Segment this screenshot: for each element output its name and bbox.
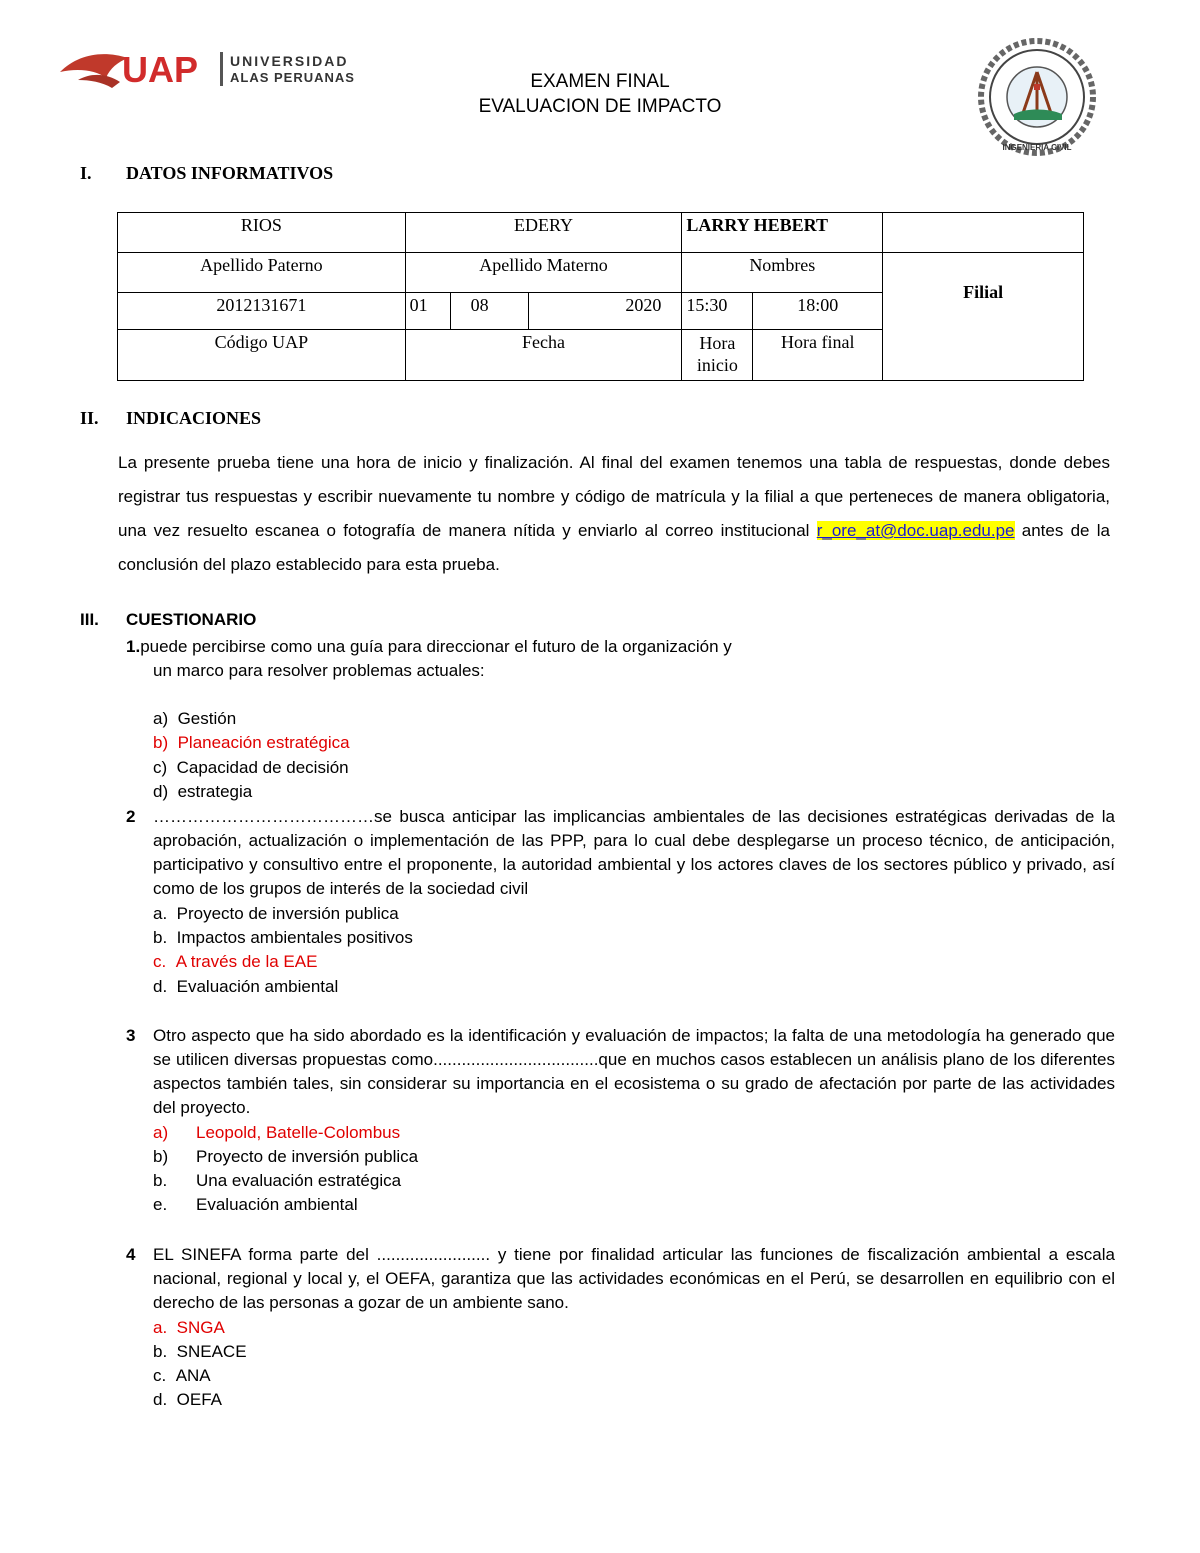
label-filial: Filial bbox=[883, 253, 1084, 381]
q4-text: EL SINEFA forma parte del ........................ y tiene por finalidad articular las funciones de fiscalización ambiental a escala nacional, regional y local y, el OEFA, garantiza que las actividades económicas en el Perú, se desarrollen en equilibrio con el derecho de las personas a gozar de un ambiente sano. bbox=[153, 1245, 1115, 1312]
logo-line1: UNIVERSIDAD bbox=[230, 53, 349, 69]
q2-option-a: a. Proyecto de inversión publica bbox=[153, 904, 399, 923]
question-1 bbox=[126, 635, 732, 659]
logo-brand: UAP bbox=[122, 49, 199, 90]
info-table bbox=[117, 212, 1084, 381]
q1-option-d: d) estrategia bbox=[153, 782, 253, 801]
codigo-value: 2012131671 bbox=[118, 293, 406, 329]
logo-line2: ALAS PERUANAS bbox=[230, 70, 355, 85]
q1-line2: un marco para resolver problemas actuales: bbox=[153, 661, 485, 680]
q4-number: 4 bbox=[126, 1245, 136, 1264]
q3-option-c: b. Una evaluación estratégica bbox=[153, 1171, 402, 1190]
indicaciones-text-end: antes de la conclusión del plazo establecido para esta prueba. bbox=[118, 521, 1110, 574]
indicaciones-text: La presente prueba tiene una hora de inicio y finalización. Al final del examen tenemos una tabla de respuestas, donde debes registrar tus respuestas y escribir nuevamente tu nombre y código de matrícula y la filial a que perteneces de manera obligatoria, una vez resuelto escanea o fotografía de manera nítida y enviarlo al correo institucional bbox=[118, 453, 1110, 540]
ingenieria-civil-seal bbox=[978, 38, 1096, 156]
section3-number: III. bbox=[80, 610, 99, 629]
fecha-dia: 01 bbox=[405, 293, 450, 329]
seal-text: INGENIERIA CIVIL bbox=[1002, 143, 1072, 152]
section1-number: I. bbox=[80, 163, 92, 183]
exam-title: EXAMEN FINAL bbox=[530, 71, 670, 92]
label-codigo: Código UAP bbox=[118, 329, 406, 380]
section2-title: INDICACIONES bbox=[126, 408, 262, 428]
q4-option-b: b. SNEACE bbox=[153, 1342, 247, 1361]
label-apellido-paterno: Apellido Paterno bbox=[118, 253, 406, 293]
q3-number: 3 bbox=[126, 1026, 136, 1045]
section3-title: CUESTIONARIO bbox=[126, 610, 257, 629]
q2-number: 2 bbox=[126, 807, 136, 826]
apellido-materno-value: EDERY bbox=[405, 213, 682, 253]
label-fecha: Fecha bbox=[405, 329, 682, 380]
exam-subtitle: EVALUACION DE IMPACTO bbox=[478, 96, 722, 117]
indicaciones-paragraph bbox=[118, 446, 1110, 582]
q1-option-c: c) Capacidad de decisión bbox=[153, 758, 349, 777]
q2-option-c: c. A través de la EAE bbox=[153, 952, 318, 971]
q4-option-c: c. ANA bbox=[153, 1366, 211, 1385]
q1-number: 1. bbox=[126, 637, 141, 656]
section2-number: II. bbox=[80, 408, 99, 428]
q3-text: Otro aspecto que ha sido abordado es la identificación y evaluación de impactos; la falta de una metodología ha generado que se utilicen diversas propuestas como...................................que en muchos casos establecen un análisis plano de los diferentes aspectos también tales, sin considerar su importancia en el ecosistema o su grado de afectación por parte de las actividades del proyecto. bbox=[153, 1026, 1115, 1117]
filial-value[interactable] bbox=[883, 213, 1084, 253]
fecha-anio: 2020 bbox=[528, 293, 682, 329]
q4-option-d: d. OEFA bbox=[153, 1390, 222, 1409]
q3-option-a: a) Leopold, Batelle-Colombus bbox=[153, 1123, 401, 1142]
label-hora-inicio: Hora inicio bbox=[682, 329, 753, 380]
q2-text: …………………………………se busca anticipar las implicancias ambientales de las decisiones estratégicas derivadas de la aprobación, actualización o implementación de las PPP, para lo cual debe desplegarse un proceso técnico, de anticipación, participativo y consultivo entre el proponente, la autoridad ambiental y los actores claves de los sectores público y privado, así como de los grupos de interés de la sociedad civil bbox=[153, 807, 1115, 898]
hora-final-value: 18:00 bbox=[753, 293, 883, 329]
label-nombres: Nombres bbox=[682, 253, 883, 293]
q3-option-b: b) Proyecto de inversión publica bbox=[153, 1147, 419, 1166]
fecha-mes: 08 bbox=[450, 293, 528, 329]
nombres-value: LARRY HEBERT bbox=[682, 213, 883, 253]
q1-option-b: b) Planeación estratégica bbox=[153, 733, 350, 752]
section1-title: DATOS INFORMATIVOS bbox=[126, 163, 334, 183]
q2-option-b: b. Impactos ambientales positivos bbox=[153, 928, 413, 947]
hora-inicio-value: 15:30 bbox=[682, 293, 753, 329]
q4-option-a: a. SNGA bbox=[153, 1318, 225, 1337]
q1-line1: puede percibirse como una guía para direccionar el futuro de la organización y bbox=[140, 637, 732, 656]
apellido-paterno-value: RIOS bbox=[118, 213, 406, 253]
q1-option-a: a) Gestión bbox=[153, 709, 237, 728]
label-hora-final: Hora final bbox=[753, 329, 883, 380]
q3-option-d: e. Evaluación ambiental bbox=[153, 1195, 358, 1214]
label-apellido-materno: Apellido Materno bbox=[405, 253, 682, 293]
q2-option-d: d. Evaluación ambiental bbox=[153, 977, 339, 996]
email-link[interactable]: r_ore_at@doc.uap.edu.pe bbox=[816, 521, 1015, 540]
